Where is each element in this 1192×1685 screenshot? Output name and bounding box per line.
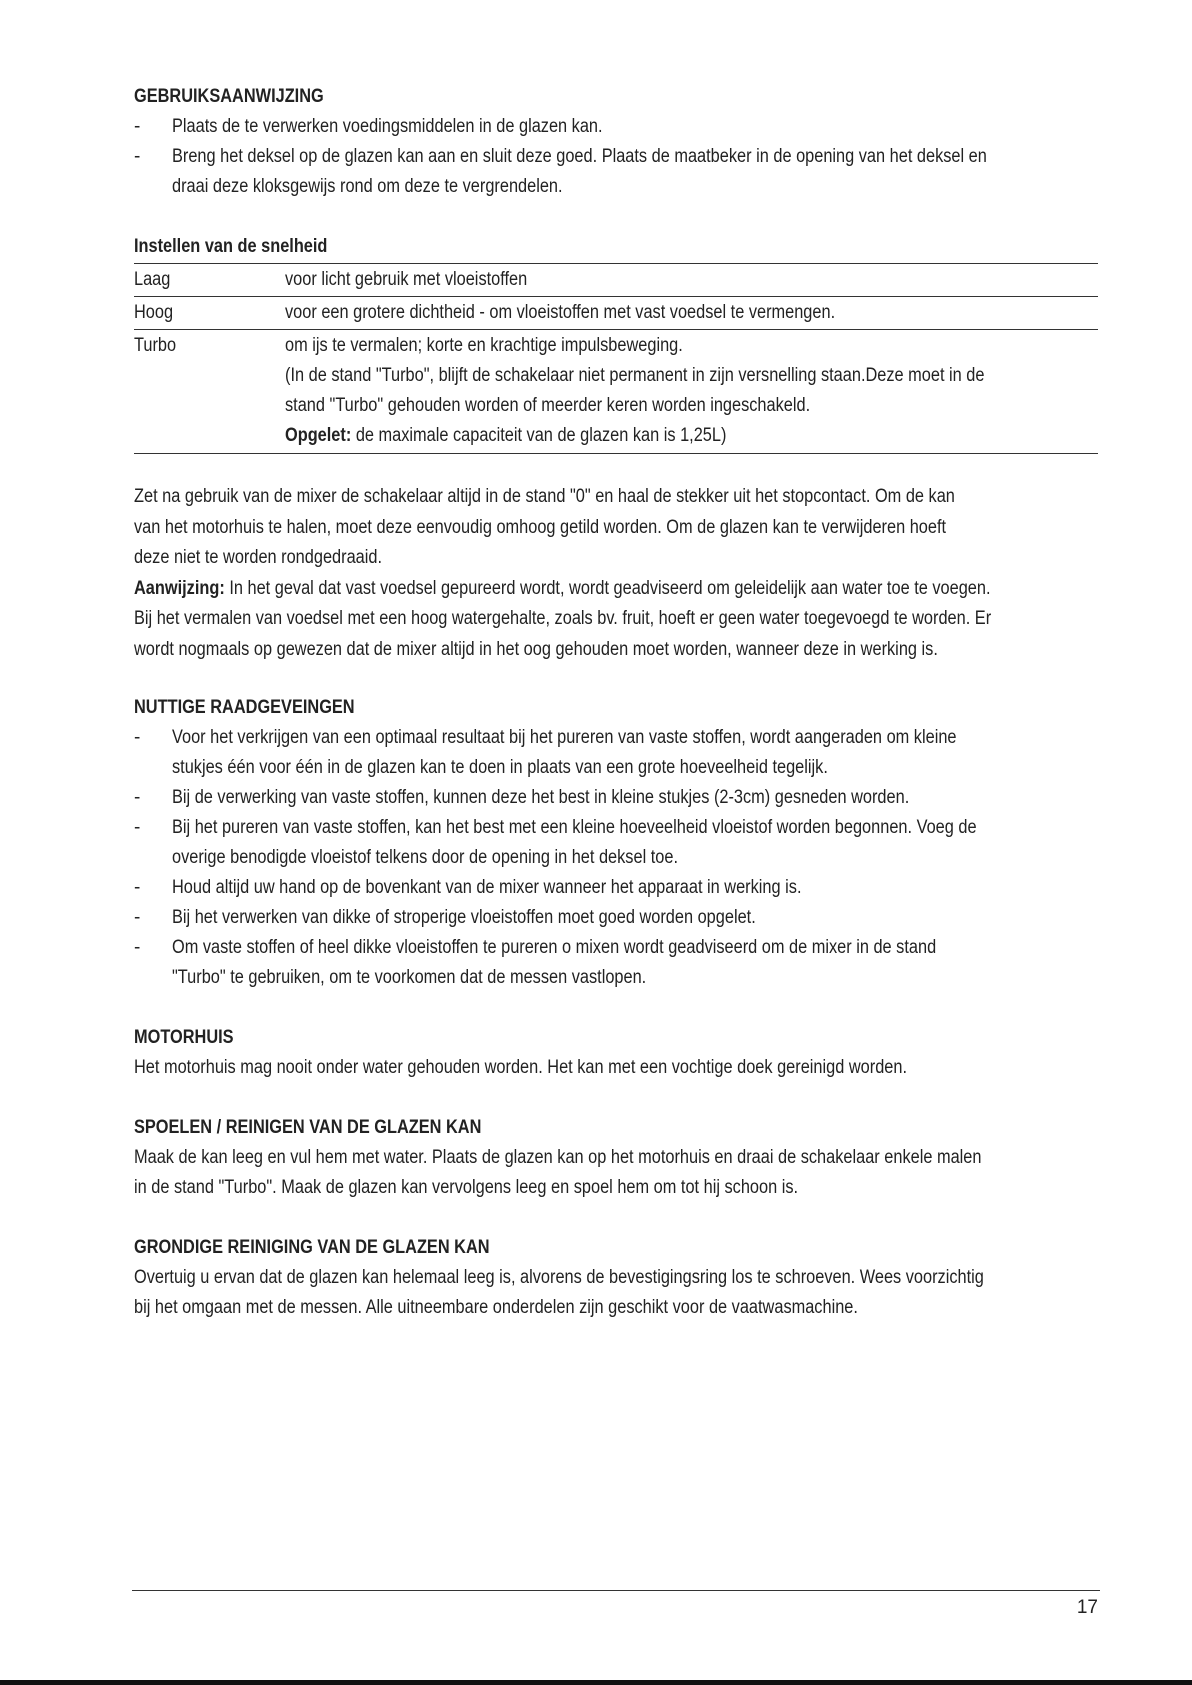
speed-description: voor een grotere dichtheid - om vloeistoffen met vast voedsel te vermengen. [285,297,1098,330]
list-item: - Bij de verwerking van vaste stoffen, kunnen deze het best in kleine stukjes (2-3cm) gesneden worden. [134,787,910,808]
after-use-paragraph: Zet na gebruik van de mixer de schakelaar altijd in de stand "0" en haal de stekker uit het stopcontact. Om de kan van het motorhuis te halen, moet deze eenvoudig omhoog getild worden. Om de glazen kan te verwijderen hoeft deze niet te worden rondgedraaid. Aanwijzing: In het geval dat vast voedsel gepureerd wordt, wordt geadviseerd om geleidelijk aan water toe te voegen. Bij het vermalen van voedsel met een hoog watergehalte, zoals bv. fruit, hoeft er geen water toegevoegd te worden. Er wordt nogmaals op gewezen dat de mixer altijd in het oog gehouden moet worden, wanneer deze in werking is. [134,486,992,660]
footer-divider [132,1590,1100,1591]
section-heading-tips: NUTTIGE RAADGEVEINGEN [134,697,355,718]
usage-list [134,112,1098,202]
section-heading-rinse: SPOELEN / REINIGEN VAN DE GLAZEN KAN [134,1117,482,1138]
motor-paragraph: Het motorhuis mag nooit onder water gehouden worden. Het kan met een vochtige doek gereinigd worden. [134,1057,907,1078]
speed-key: Hoog [134,297,285,330]
page-number: 17 [1076,1597,1098,1618]
section-heading-motor: MOTORHUIS [134,1027,234,1048]
list-item: - Om vaste stoffen of heel dikke vloeistoffen te pureren o mixen wordt geadviseerd om de mixer in de stand "Turbo" te gebruiken, om te voorkomen dat de messen vastlopen. [134,937,937,988]
deep-clean-paragraph: Overtuig u ervan dat de glazen kan helemaal leeg is, alvorens de bevestigingsring los te schroeven. Wees voorzichtig bij het omgaan met de messen. Alle uitneembare onderdelen zijn geschikt voor de vaatwasmachine. [134,1267,984,1318]
table-row [134,297,1098,330]
list-item: - Plaats de te verwerken voedingsmiddelen in de glazen kan. [134,116,603,137]
page-bottom-edge [0,1680,1192,1685]
speed-description: voor licht gebruik met vloeistoffen [285,264,1098,297]
table-row [134,264,1098,297]
manual-page [134,82,1098,1323]
list-item: - Breng het deksel op de glazen kan aan en sluit deze goed. Plaats de maatbeker in de opening van het deksel en draai deze kloksgewijs rond om deze te vergrendelen. [134,146,987,197]
list-item: - Bij het pureren van vaste stoffen, kan het best met een kleine hoeveelheid vloeistof worden begonnen. Voeg de overige benodigde vloeistof telkens door de opening in het deksel toe. [134,817,977,868]
table-row [134,330,1098,454]
tips-list [134,723,1098,993]
hint-label: Aanwijzing: [134,577,225,599]
speed-key: Turbo [134,330,285,454]
section-heading-deep-clean: GRONDIGE REINIGING VAN DE GLAZEN KAN [134,1237,490,1258]
speed-key: Laag [134,264,285,297]
list-item: - Voor het verkrijgen van een optimaal resultaat bij het pureren van vaste stoffen, wordt aangeraden om kleine stukjes één voor één in de glazen kan te doen in plaats van een grote hoeveelheid tegelijk. [134,727,957,778]
list-item: - Bij het verwerken van dikke of stroperige vloeistoffen moet goed worden opgelet. [134,907,756,928]
speed-description: om ijs te vermalen; korte en krachtige impulsbeweging. (In de stand "Turbo", blijft de schakelaar niet permanent in zijn versnelling staan.Deze moet in de stand "Turbo" gehouden worden of meerder keren worden ingeschakeld. Opgelet: de maximale capaciteit van de glazen kan is 1,25L) [285,330,1098,454]
warning-label: Opgelet: [284,425,351,446]
section-heading-usage: GEBRUIKSAANWIJZING [134,86,324,107]
section-heading-speed: Instellen van de snelheid [134,236,328,257]
list-item: - Houd altijd uw hand op de bovenkant van de mixer wanneer het apparaat in werking is. [134,877,802,898]
rinse-paragraph: Maak de kan leeg en vul hem met water. Plaats de glazen kan op het motorhuis en draai de schakelaar enkele malen in de stand "Turbo". Maak de glazen kan vervolgens leeg en spoel hem om tot hij schoon is. [134,1147,982,1198]
speed-table [134,263,1098,454]
